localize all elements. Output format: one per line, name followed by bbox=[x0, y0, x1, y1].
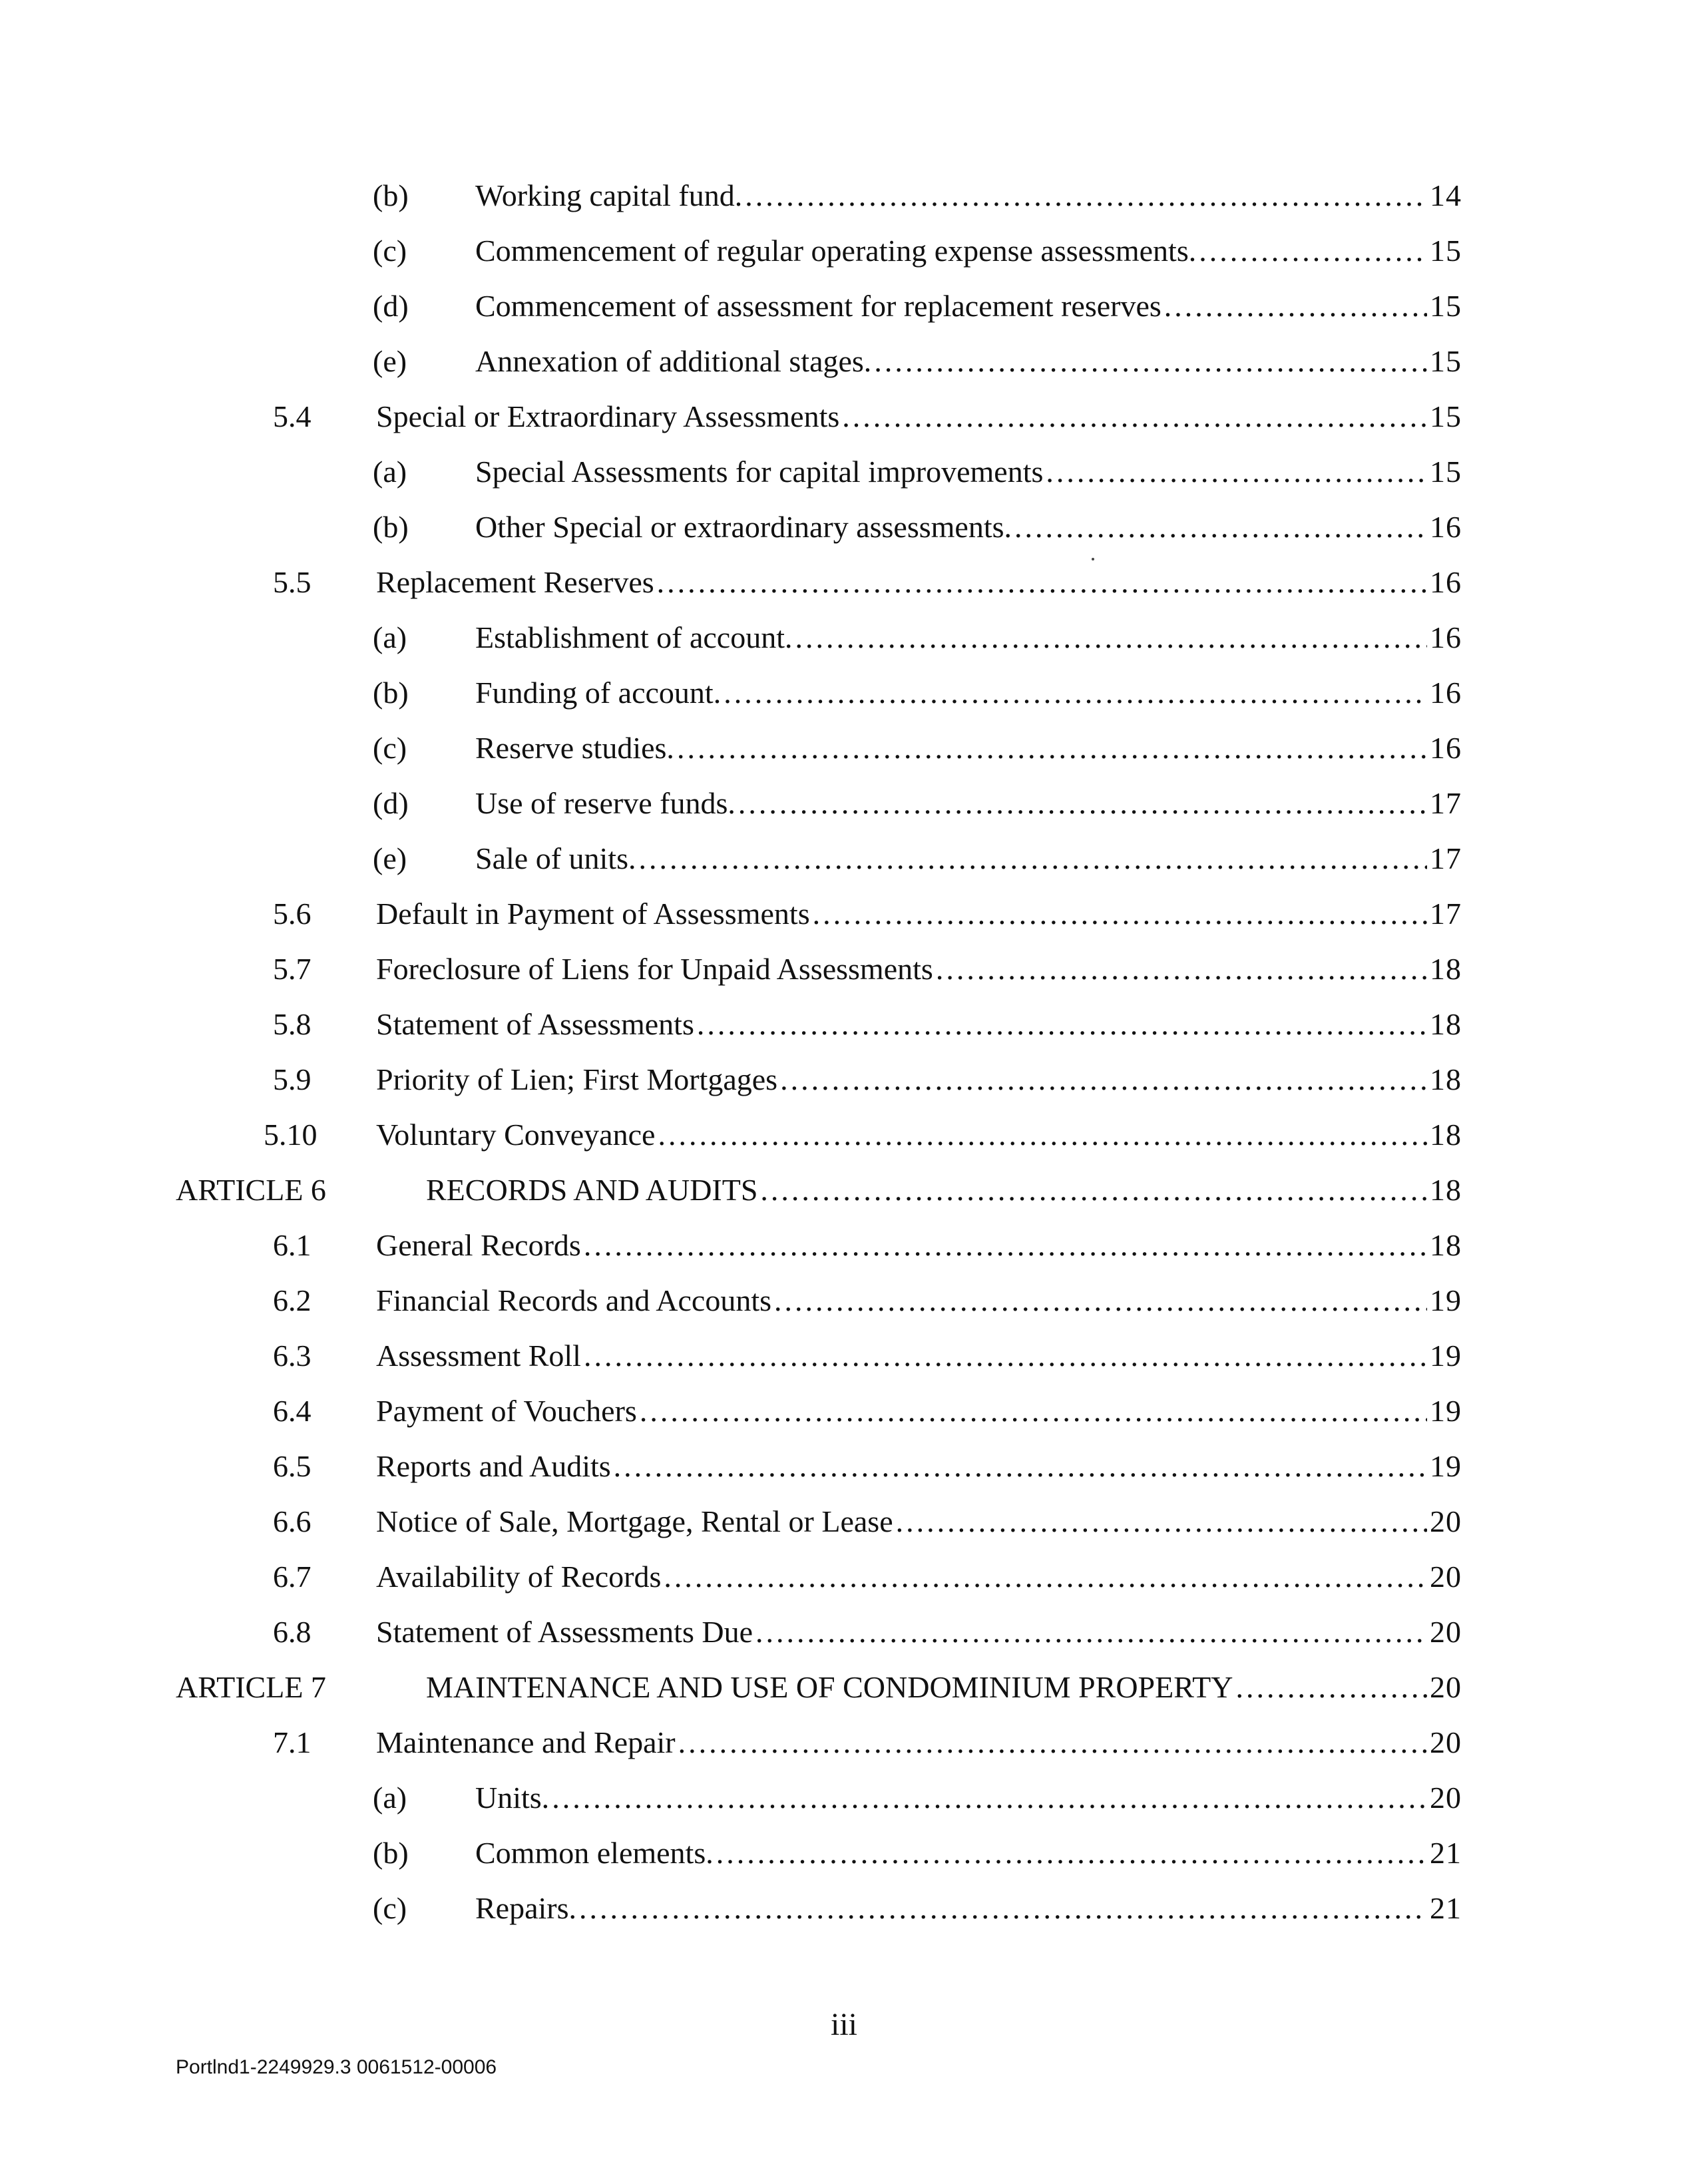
dot-leader bbox=[677, 728, 1427, 768]
toc-entry bbox=[0, 1225, 1688, 1279]
toc-entry bbox=[0, 452, 1688, 505]
toc-entry-page: 16 bbox=[1430, 510, 1462, 544]
toc-entry-number: (a) bbox=[373, 1781, 407, 1815]
dot-leader bbox=[552, 1778, 1427, 1818]
toc-entry-title: Common elements. bbox=[475, 1836, 714, 1870]
toc-entry bbox=[0, 1502, 1688, 1555]
toc-article-number: ARTICLE 7 bbox=[176, 1670, 326, 1704]
toc-entry bbox=[0, 1004, 1688, 1058]
toc-entry-page: 20 bbox=[1430, 1670, 1462, 1704]
toc-entry-page: 18 bbox=[1430, 952, 1462, 986]
toc-entry-number: 6.1 bbox=[273, 1228, 312, 1262]
toc-entry-line bbox=[376, 1281, 1462, 1321]
toc-entry bbox=[0, 1778, 1688, 1831]
toc-entry-line bbox=[426, 1667, 1462, 1707]
toc-entry-number: (b) bbox=[373, 676, 409, 710]
toc-entry-title: Annexation of additional stages. bbox=[475, 344, 872, 378]
toc-entry-title: Reports and Audits bbox=[376, 1449, 611, 1483]
toc-entry-line bbox=[426, 1170, 1462, 1210]
toc-entry-page: 16 bbox=[1430, 731, 1462, 765]
toc-entry-line bbox=[376, 894, 1462, 934]
toc-entry bbox=[0, 176, 1688, 229]
toc-entry-line bbox=[376, 562, 1462, 602]
dot-leader bbox=[774, 1281, 1427, 1321]
toc-entry-page: 18 bbox=[1430, 1228, 1462, 1262]
toc-article-number: ARTICLE 6 bbox=[176, 1173, 326, 1207]
toc-article-title: MAINTENANCE AND USE OF CONDOMINIUM PROPERTY bbox=[426, 1670, 1233, 1704]
toc-entry-number: 6.6 bbox=[273, 1504, 312, 1538]
toc-entry-line bbox=[376, 1115, 1462, 1155]
toc-entry bbox=[0, 1281, 1688, 1334]
toc-entry-line bbox=[376, 1004, 1462, 1044]
toc-entry-number: (b) bbox=[373, 510, 409, 544]
toc-entry-number: (b) bbox=[373, 1836, 409, 1870]
toc-entry-number: 6.4 bbox=[273, 1394, 312, 1428]
dot-leader bbox=[638, 839, 1427, 879]
toc-entry bbox=[0, 562, 1688, 616]
toc-entry-line bbox=[376, 1557, 1462, 1597]
toc-entry-page: 18 bbox=[1430, 1173, 1462, 1207]
toc-entry-number: 6.7 bbox=[273, 1560, 312, 1594]
toc-entry-title: Voluntary Conveyance bbox=[376, 1118, 656, 1152]
toc-entry bbox=[0, 1060, 1688, 1113]
dot-leader bbox=[1235, 1667, 1427, 1707]
dot-leader bbox=[640, 1391, 1427, 1431]
toc-entry-page: 15 bbox=[1430, 344, 1462, 378]
toc-entry-page: 16 bbox=[1430, 565, 1462, 599]
toc-entry-number: (d) bbox=[373, 786, 409, 820]
toc-entry-title: Repairs. bbox=[475, 1891, 577, 1925]
toc-entry bbox=[0, 728, 1688, 781]
toc-entry-title: Sale of units. bbox=[475, 841, 636, 875]
dot-leader bbox=[579, 1888, 1427, 1928]
toc-entry-title: Commencement of assessment for replacement reserves bbox=[475, 289, 1161, 323]
dot-leader bbox=[697, 1004, 1427, 1044]
dot-leader bbox=[614, 1446, 1427, 1486]
toc-entry-number: (e) bbox=[373, 841, 407, 875]
toc-entry bbox=[0, 1391, 1688, 1444]
dot-leader bbox=[795, 618, 1428, 658]
toc-entry-line bbox=[475, 783, 1462, 823]
toc-entry bbox=[0, 507, 1688, 560]
dot-leader bbox=[760, 1170, 1427, 1210]
toc-entry-title: Special or Extraordinary Assessments bbox=[376, 399, 840, 433]
toc-entry-page: 15 bbox=[1430, 455, 1462, 489]
dot-leader bbox=[584, 1225, 1427, 1265]
toc-entry-title: Replacement Reserves bbox=[376, 565, 654, 599]
toc-entry-page: 19 bbox=[1430, 1283, 1462, 1317]
toc-entry-line bbox=[475, 176, 1462, 216]
toc-entry-number: 6.8 bbox=[273, 1615, 312, 1649]
dot-leader bbox=[678, 1723, 1427, 1763]
toc-entry-page: 16 bbox=[1430, 620, 1462, 654]
toc-entry bbox=[0, 1833, 1688, 1886]
toc-article-title: RECORDS AND AUDITS bbox=[426, 1173, 758, 1207]
dot-leader bbox=[724, 673, 1427, 713]
toc-entry-number: 5.9 bbox=[273, 1062, 312, 1096]
dot-leader bbox=[664, 1557, 1427, 1597]
toc-entry-title: Funding of account. bbox=[475, 676, 722, 710]
toc-entry-page: 16 bbox=[1430, 676, 1462, 710]
toc-entry-page: 20 bbox=[1430, 1781, 1462, 1815]
toc-entry bbox=[0, 673, 1688, 726]
dot-leader bbox=[780, 1060, 1427, 1100]
toc-entry-title: Statement of Assessments bbox=[376, 1007, 694, 1041]
dot-leader bbox=[1199, 231, 1427, 271]
toc-entry-line bbox=[475, 1833, 1462, 1873]
toc-entry-page: 17 bbox=[1430, 897, 1462, 931]
toc-entry-title: Statement of Assessments Due bbox=[376, 1615, 753, 1649]
dot-leader bbox=[745, 176, 1427, 216]
toc-entry-number: 6.3 bbox=[273, 1339, 312, 1373]
toc-entry-title: Availability of Records bbox=[376, 1560, 662, 1594]
toc-entry-page: 20 bbox=[1430, 1615, 1462, 1649]
toc-entry-line bbox=[475, 728, 1462, 768]
toc-entry bbox=[0, 1888, 1688, 1942]
toc-entry-number: 5.8 bbox=[273, 1007, 312, 1041]
dot-leader bbox=[738, 783, 1427, 823]
toc-entry-line bbox=[475, 452, 1462, 492]
toc-entry-title: Priority of Lien; First Mortgages bbox=[376, 1062, 778, 1096]
toc-entry-line bbox=[376, 1391, 1462, 1431]
toc-entry-title: Assessment Roll bbox=[376, 1339, 581, 1373]
toc-entry-title: Reserve studies. bbox=[475, 731, 674, 765]
toc-entry-line bbox=[475, 286, 1462, 326]
toc-entry-number: 7.1 bbox=[273, 1725, 312, 1759]
dot-leader bbox=[716, 1833, 1427, 1873]
toc-entry-title: Other Special or extraordinary assessments. bbox=[475, 510, 1012, 544]
toc-entry-line bbox=[376, 1612, 1462, 1652]
document-id: Portlnd1-2249929.3 0061512-00006 bbox=[176, 2056, 497, 2078]
toc-entry-page: 20 bbox=[1430, 1725, 1462, 1759]
toc-entry-title: Financial Records and Accounts bbox=[376, 1283, 772, 1317]
toc-entry-title: Payment of Vouchers bbox=[376, 1394, 637, 1428]
toc-entry bbox=[0, 783, 1688, 837]
toc-entry-page: 17 bbox=[1430, 841, 1462, 875]
toc-entry-number: 5.7 bbox=[273, 952, 312, 986]
page-number: iii bbox=[830, 2007, 857, 2042]
dot-leader bbox=[658, 1115, 1427, 1155]
toc-entry-line bbox=[376, 1336, 1462, 1376]
toc-entry-number: (d) bbox=[373, 289, 409, 323]
dot-leader bbox=[813, 894, 1427, 934]
toc-entry-line bbox=[475, 507, 1462, 547]
toc-entry-number: 6.2 bbox=[273, 1283, 312, 1317]
dot-leader bbox=[1164, 286, 1427, 326]
toc-entry bbox=[0, 1446, 1688, 1500]
toc-entry-number: (a) bbox=[373, 455, 407, 489]
toc-entry-title: Special Assessments for capital improvements bbox=[475, 455, 1044, 489]
dot-leader bbox=[1046, 452, 1427, 492]
toc-entry bbox=[0, 1612, 1688, 1665]
toc-entry-title: General Records bbox=[376, 1228, 581, 1262]
toc-entry-title: Foreclosure of Liens for Unpaid Assessments bbox=[376, 952, 933, 986]
toc-entry bbox=[0, 231, 1688, 284]
toc-entry-page: 19 bbox=[1430, 1339, 1462, 1373]
toc-entry-title: Use of reserve funds. bbox=[475, 786, 736, 820]
toc-entry-line bbox=[376, 949, 1462, 989]
dot-leader bbox=[936, 949, 1427, 989]
toc-entry-title: Establishment of account. bbox=[475, 620, 793, 654]
toc-entry bbox=[0, 1723, 1688, 1776]
toc-entry-number: (e) bbox=[373, 344, 407, 378]
toc-entry-title: Default in Payment of Assessments bbox=[376, 897, 810, 931]
toc-entry-line bbox=[376, 1060, 1462, 1100]
toc-article-entry bbox=[0, 1667, 1688, 1721]
toc-entry-title: Working capital fund. bbox=[475, 178, 743, 212]
toc-entry-page: 20 bbox=[1430, 1560, 1462, 1594]
toc-entry-page: 20 bbox=[1430, 1504, 1462, 1538]
dot-leader bbox=[1014, 507, 1427, 547]
toc-entry bbox=[0, 1557, 1688, 1610]
toc-entry-page: 19 bbox=[1430, 1449, 1462, 1483]
toc-entry-page: 18 bbox=[1430, 1007, 1462, 1041]
dot-leader bbox=[657, 562, 1427, 602]
toc-entry-line bbox=[475, 231, 1462, 271]
toc-entry-line bbox=[475, 1888, 1462, 1928]
toc-entry-number: 5.4 bbox=[273, 399, 312, 433]
toc-entry-line bbox=[376, 1723, 1462, 1763]
toc-entry bbox=[0, 341, 1688, 395]
toc-entry-line bbox=[376, 1225, 1462, 1265]
toc-entry-line bbox=[475, 839, 1462, 879]
toc-entry-page: 21 bbox=[1430, 1891, 1462, 1925]
toc-entry-number: 5.10 bbox=[264, 1118, 317, 1152]
toc-entry-title: Notice of Sale, Mortgage, Rental or Lease bbox=[376, 1504, 893, 1538]
toc-entry-page: 15 bbox=[1430, 234, 1462, 268]
toc-entry-number: (c) bbox=[373, 1891, 407, 1925]
toc-entry-line bbox=[376, 1502, 1462, 1542]
toc-entry bbox=[0, 1115, 1688, 1168]
toc-entry bbox=[0, 397, 1688, 450]
toc-entry bbox=[0, 618, 1688, 671]
toc-entry bbox=[0, 1336, 1688, 1389]
toc-entry-page: 15 bbox=[1430, 399, 1462, 433]
toc-entry-title: Maintenance and Repair bbox=[376, 1725, 676, 1759]
toc-entry-number: 5.6 bbox=[273, 897, 312, 931]
toc-entry-line bbox=[475, 673, 1462, 713]
toc-entry bbox=[0, 286, 1688, 339]
toc-entry-line bbox=[376, 397, 1462, 437]
toc-entry-page: 14 bbox=[1430, 178, 1462, 212]
toc-entry-line bbox=[475, 618, 1462, 658]
toc-entry bbox=[0, 839, 1688, 892]
toc-entry-number: 6.5 bbox=[273, 1449, 312, 1483]
dot-leader bbox=[584, 1336, 1427, 1376]
toc-entry-page: 18 bbox=[1430, 1062, 1462, 1096]
toc-article-entry bbox=[0, 1170, 1688, 1223]
toc-entry-number: (b) bbox=[373, 178, 409, 212]
toc-entry-line bbox=[475, 1778, 1462, 1818]
toc-entry-number: (c) bbox=[373, 234, 407, 268]
toc-entry bbox=[0, 894, 1688, 947]
toc-entry-page: 19 bbox=[1430, 1394, 1462, 1428]
toc-entry-title: Units. bbox=[475, 1781, 550, 1815]
toc-entry bbox=[0, 949, 1688, 1002]
dot-leader bbox=[842, 397, 1427, 437]
toc-entry-page: 18 bbox=[1430, 1118, 1462, 1152]
toc-entry-line bbox=[376, 1446, 1462, 1486]
scan-speck bbox=[1092, 558, 1094, 560]
toc-entry-number: (a) bbox=[373, 620, 407, 654]
toc-entry-number: (c) bbox=[373, 731, 407, 765]
toc-entry-page: 21 bbox=[1430, 1836, 1462, 1870]
toc-entry-line bbox=[475, 341, 1462, 381]
toc-entry-page: 17 bbox=[1430, 786, 1462, 820]
dot-leader bbox=[755, 1612, 1427, 1652]
toc-entry-title: Commencement of regular operating expense assessments. bbox=[475, 234, 1197, 268]
toc-entry-page: 15 bbox=[1430, 289, 1462, 323]
dot-leader bbox=[874, 341, 1427, 381]
toc-entry-number: 5.5 bbox=[273, 565, 312, 599]
dot-leader bbox=[896, 1502, 1427, 1542]
